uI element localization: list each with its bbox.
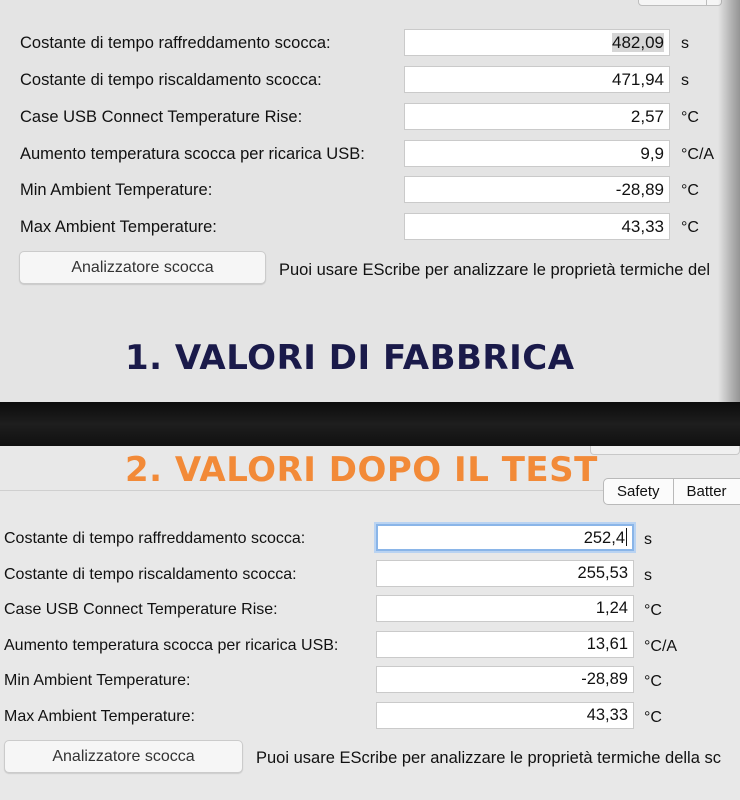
max-ambient-temp-field[interactable]: 43,33 bbox=[404, 213, 670, 240]
tab-bar bbox=[603, 478, 740, 505]
heating-time-constant-field[interactable]: 255,53 bbox=[376, 560, 634, 587]
case-analyzer-button[interactable]: Analizzatore scocca bbox=[4, 740, 243, 773]
cooling-time-constant-field[interactable]: 252,4 bbox=[376, 524, 634, 551]
cooling-time-constant-unit: s bbox=[681, 35, 689, 52]
heating-time-constant-label: Costante di tempo riscaldamento scocca: bbox=[4, 566, 297, 583]
usb-connect-temp-rise-field[interactable]: 1,24 bbox=[376, 595, 634, 622]
window-edge-fragment bbox=[590, 446, 740, 455]
cooling-time-constant-unit: s bbox=[644, 531, 652, 548]
escribe-hint-text: Puoi usare EScribe per analizzare le proprietà termiche del bbox=[279, 261, 711, 279]
usb-connect-temp-rise-unit: °C bbox=[681, 109, 699, 126]
cooling-time-constant-label: Costante di tempo raffreddamento scocca: bbox=[20, 34, 331, 52]
usb-charge-temp-increase-unit: °C/A bbox=[681, 146, 715, 163]
text-caret bbox=[626, 528, 627, 546]
usb-connect-temp-rise-label: Case USB Connect Temperature Rise: bbox=[4, 601, 278, 618]
max-ambient-temp-label: Max Ambient Temperature: bbox=[4, 708, 195, 725]
min-ambient-temp-field[interactable]: -28,89 bbox=[376, 666, 634, 693]
tab-battery[interactable]: Batter bbox=[686, 483, 727, 500]
min-ambient-temp-label: Min Ambient Temperature: bbox=[4, 672, 191, 689]
tab-safety[interactable]: Safety bbox=[604, 479, 674, 504]
usb-connect-temp-rise-field[interactable]: 2,57 bbox=[404, 103, 670, 130]
cooling-time-constant-label: Costante di tempo raffreddamento scocca: bbox=[4, 530, 306, 547]
min-ambient-temp-field[interactable]: -28,89 bbox=[404, 176, 670, 203]
heating-time-constant-field[interactable]: 471,94 bbox=[404, 66, 670, 93]
heating-time-constant-unit: s bbox=[681, 72, 689, 89]
max-ambient-temp-unit: °C bbox=[681, 219, 699, 236]
heating-time-constant-label: Costante di tempo riscaldamento scocca: bbox=[20, 71, 322, 89]
usb-connect-temp-rise-unit: °C bbox=[644, 602, 662, 619]
case-analyzer-button[interactable]: Analizzatore scocca bbox=[19, 251, 266, 284]
max-ambient-temp-field[interactable]: 43,33 bbox=[376, 702, 634, 729]
heating-time-constant-unit: s bbox=[644, 567, 652, 584]
max-ambient-temp-unit: °C bbox=[644, 709, 662, 726]
screenshot-divider bbox=[0, 402, 740, 446]
usb-charge-temp-increase-field[interactable]: 13,61 bbox=[376, 631, 634, 658]
tab-bar-fragment bbox=[638, 0, 722, 6]
window-edge-shadow bbox=[718, 0, 740, 402]
min-ambient-temp-label: Min Ambient Temperature: bbox=[20, 181, 213, 199]
usb-charge-temp-increase-label: Aumento temperatura scocca per ricarica USB: bbox=[4, 637, 339, 654]
min-ambient-temp-unit: °C bbox=[681, 182, 699, 199]
factory-values-caption: 1. VALORI DI FABBRICA bbox=[125, 338, 575, 378]
escribe-hint-text: Puoi usare EScribe per analizzare le proprietà termiche della sc bbox=[256, 749, 721, 767]
min-ambient-temp-unit: °C bbox=[644, 673, 662, 690]
usb-charge-temp-increase-unit: °C/A bbox=[644, 638, 678, 655]
after-test-values-caption: 2. VALORI DOPO IL TEST bbox=[125, 450, 598, 490]
usb-charge-temp-increase-label: Aumento temperatura scocca per ricarica USB: bbox=[20, 145, 365, 163]
after-test-settings-panel bbox=[0, 446, 740, 800]
usb-charge-temp-increase-field[interactable]: 9,9 bbox=[404, 140, 670, 167]
max-ambient-temp-label: Max Ambient Temperature: bbox=[20, 218, 217, 236]
cooling-time-constant-field[interactable]: 482,09 bbox=[404, 29, 670, 56]
usb-connect-temp-rise-label: Case USB Connect Temperature Rise: bbox=[20, 108, 303, 126]
